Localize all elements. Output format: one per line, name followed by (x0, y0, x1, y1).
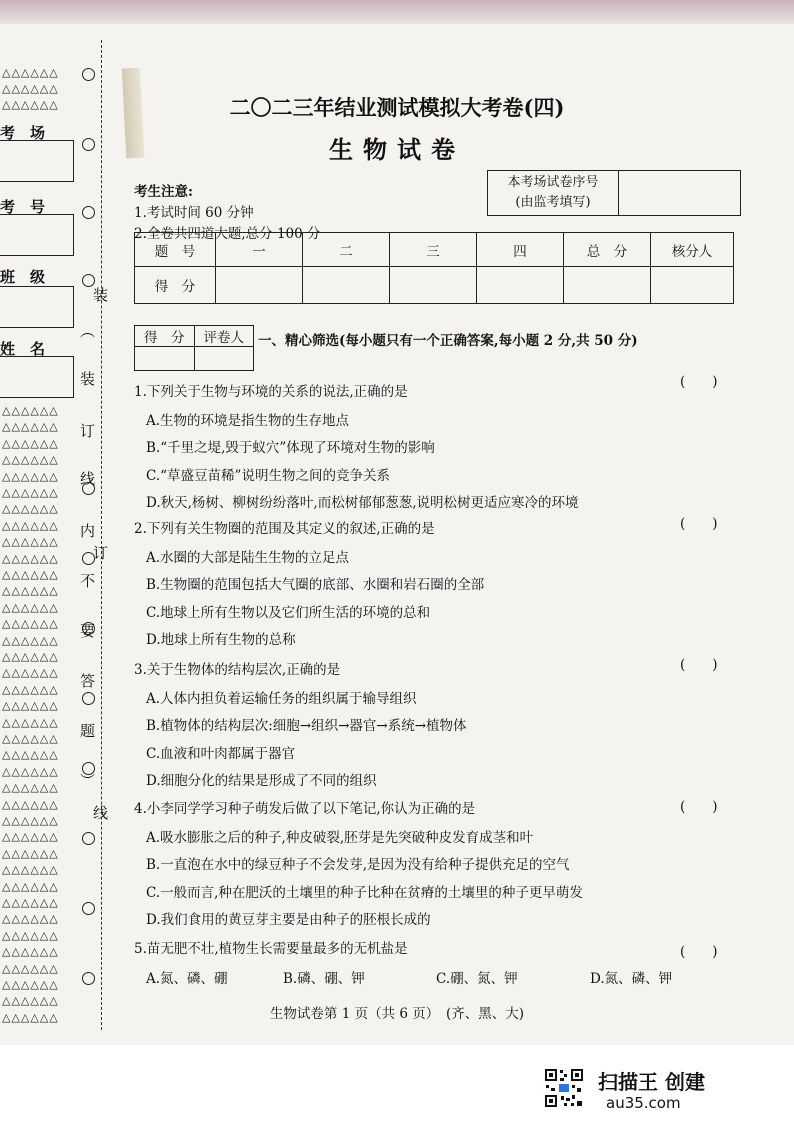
triangle-row: △△△△△△ (2, 1010, 59, 1024)
question-stem: 2.下列有关生物圈的范围及其定义的叙述,正确的是 (134, 521, 435, 537)
answer-blank[interactable]: ( ) (680, 944, 718, 960)
score-row-label: 得 分 (135, 267, 216, 304)
exam-subtitle: 生物试卷 (329, 135, 465, 164)
seq-box-value[interactable] (619, 171, 741, 216)
score-header: 核分人 (651, 233, 734, 267)
binding-hole (82, 902, 95, 915)
answer-blank[interactable]: ( ) (680, 799, 718, 815)
score-table (134, 232, 734, 304)
triangle-row: △△△△△△ (2, 879, 59, 893)
binding-hole (82, 68, 95, 81)
exam-title: 二〇二三年结业测试模拟大考卷(四) (229, 95, 565, 120)
answer-option[interactable]: D.氮、磷、钾 (590, 970, 673, 987)
answer-option[interactable]: A.人体内担负着运输任务的组织属于输导组织 (146, 690, 417, 707)
triangle-row: △△△△△△ (2, 551, 59, 565)
binding-hole (82, 206, 95, 219)
triangle-row: △△△△△△ (2, 863, 59, 877)
exam-number-field[interactable] (0, 214, 74, 256)
binding-char: 不 (80, 572, 96, 590)
qr-code-icon (544, 1068, 584, 1108)
triangle-row: △△△△△△ (2, 945, 59, 959)
binding-char: 订 (93, 544, 109, 562)
score-cell[interactable] (216, 267, 303, 304)
score-header: 四 (477, 233, 564, 267)
triangle-row: △△△△△△ (2, 584, 59, 598)
exam-number-label: 考 号 (0, 198, 46, 216)
triangle-row: △△△△△△ (2, 633, 59, 647)
triangle-row: △△△△△△ (2, 98, 59, 111)
score-cell[interactable] (477, 267, 564, 304)
question-stem: 5.苗无肥不壮,植物生长需要量最多的无机盐是 (134, 941, 408, 957)
answer-option[interactable]: D.地球上所有生物的总称 (146, 632, 296, 648)
section-score-header: 评卷人 (194, 326, 254, 347)
binding-char: 线 (80, 470, 96, 488)
answer-option[interactable]: D.细胞分化的结果是形成了不同的组织 (146, 773, 377, 789)
triangle-row: △△△△△△ (2, 978, 59, 991)
notice-item: 1.考试时间 60 分钟 (134, 205, 254, 221)
binding-hole (82, 832, 95, 845)
notice-heading: 考生注意: (134, 184, 193, 200)
triangle-row: △△△△△△ (2, 453, 59, 467)
triangle-row: △△△△△△ (2, 82, 59, 95)
triangle-row: △△△△△△ (2, 781, 59, 795)
binding-char: 装 (80, 370, 96, 388)
triangle-row: △△△△△△ (2, 961, 59, 975)
score-header: 题 号 (135, 233, 216, 267)
binding-hole (82, 692, 95, 705)
section-score-header: 得 分 (135, 326, 195, 347)
answer-option[interactable]: D.我们食用的黄豆芽主要是由种子的胚根长成的 (146, 912, 431, 928)
name-label: 姓 名 (0, 340, 46, 358)
triangle-row: △△△△△△ (2, 666, 59, 680)
answer-option[interactable]: B.磷、硼、钾 (283, 970, 365, 987)
class-field[interactable] (0, 286, 74, 328)
triangle-row: △△△△△△ (2, 600, 59, 614)
answer-option[interactable]: B.生物圈的范围包括大气圈的底部、水圈和岩石圈的全部 (146, 577, 485, 593)
binding-char: ︵ (80, 322, 96, 340)
question-stem: 4.小李同学学习种子萌发后做了以下笔记,你认为正确的是 (134, 801, 476, 817)
seq-box-line1: 本考场试卷序号 (507, 175, 599, 190)
binding-char: 订 (80, 422, 96, 440)
answer-option[interactable]: A.吸水膨胀之后的种子,种皮破裂,胚芽是先突破种皮发育成茎和叶 (146, 829, 534, 846)
answer-option[interactable]: C.硼、氮、钾 (436, 970, 518, 987)
triangle-row: △△△△△△ (2, 699, 59, 713)
answer-blank[interactable]: ( ) (680, 516, 718, 532)
answer-option[interactable]: B.植物体的结构层次:细胞→组织→器官→系统→植物体 (146, 718, 467, 734)
answer-option[interactable]: A.氮、磷、硼 (146, 970, 228, 987)
answer-option[interactable]: C.地球上所有生物以及它们所生活的环境的总和 (146, 604, 431, 621)
triangle-row: △△△△△△ (2, 502, 59, 516)
triangle-row: △△△△△△ (2, 846, 59, 860)
name-field[interactable] (0, 356, 74, 398)
class-label: 班 级 (0, 268, 46, 286)
triangle-row: △△△△△△ (2, 896, 59, 909)
triangle-row: △△△△△△ (2, 535, 59, 549)
answer-option[interactable]: C.血液和叶肉都属于器官 (146, 745, 296, 762)
triangle-row: △△△△△△ (2, 469, 59, 483)
watermark-site: au35.com (606, 1094, 681, 1112)
score-cell[interactable] (564, 267, 651, 304)
score-header: 一 (216, 233, 303, 267)
section-title: 一、精心筛选(每小题只有一个正确答案,每小题 2 分,共 50 分) (258, 333, 638, 349)
triangle-row: △△△△△△ (2, 486, 59, 499)
triangle-row: △△△△△△ (2, 518, 59, 532)
score-header: 总 分 (564, 233, 651, 267)
triangle-row: △△△△△△ (2, 436, 59, 450)
exam-room-label: 考 场 (0, 124, 46, 142)
section-score-box (134, 325, 254, 371)
answer-option[interactable]: A.水圈的大部是陆生生物的立足点 (146, 549, 350, 566)
section-score-cell[interactable] (135, 347, 195, 371)
triangle-row: △△△△△△ (2, 797, 59, 811)
triangle-row: △△△△△△ (2, 650, 59, 663)
answer-option[interactable]: B.一直泡在水中的绿豆种子不会发芽,是因为没有给种子提供充足的空气 (146, 857, 570, 873)
page-footer: 生物试卷第 1 页（共 6 页） (齐、黑、大) (269, 1006, 525, 1022)
scan-edge (0, 0, 794, 24)
score-cell[interactable] (303, 267, 390, 304)
section-score-cell[interactable] (194, 347, 254, 371)
score-cell[interactable] (390, 267, 477, 304)
answer-option[interactable]: B.“千里之堤,毁于蚁穴”体现了环境对生物的影响 (146, 440, 435, 456)
triangle-row: △△△△△△ (2, 912, 59, 926)
seq-box-line2: (由监考填写) (515, 195, 591, 210)
question-stem: 3.关于生物体的结构层次,正确的是 (134, 662, 341, 678)
binding-char: 答 (80, 672, 96, 690)
triangle-row: △△△△△△ (2, 404, 59, 417)
triangle-row: △△△△△△ (2, 732, 59, 745)
answer-blank[interactable]: ( ) (680, 657, 718, 673)
binding-char: ︶ (80, 772, 96, 790)
triangle-row: △△△△△△ (2, 928, 59, 942)
binding-char: 要 (80, 622, 96, 640)
answer-option[interactable]: C.一般而言,种在肥沃的土壤里的种子比种在贫瘠的土壤里的种子更早萌发 (146, 884, 583, 901)
triangle-row: △△△△△△ (2, 830, 59, 844)
binding-line (101, 40, 102, 1030)
triangle-row: △△△△△△ (2, 715, 59, 729)
answer-option[interactable]: A.生物的环境是指生物的生存地点 (146, 412, 350, 429)
watermark-brand: 扫描王 创建 (598, 1070, 705, 1094)
triangle-row: △△△△△△ (2, 66, 59, 79)
score-header: 三 (390, 233, 477, 267)
binding-char: 装 (93, 286, 109, 304)
triangle-row: △△△△△△ (2, 682, 59, 696)
score-cell[interactable] (651, 267, 734, 304)
triangle-row: △△△△△△ (2, 568, 59, 581)
triangle-row: △△△△△△ (2, 748, 59, 762)
triangle-row: △△△△△△ (2, 814, 59, 827)
seq-box (487, 170, 741, 216)
answer-blank[interactable]: ( ) (680, 374, 718, 390)
binding-char: 题 (80, 722, 96, 740)
triangle-row: △△△△△△ (2, 994, 59, 1008)
binding-char: 线 (93, 804, 109, 822)
triangle-row: △△△△△△ (2, 617, 59, 631)
question-stem: 1.下列关于生物与环境的关系的说法,正确的是 (134, 384, 408, 400)
answer-option[interactable]: C.“草盛豆苗稀”说明生物之间的竞争关系 (146, 467, 390, 484)
triangle-row: △△△△△△ (2, 420, 59, 434)
score-header: 二 (303, 233, 390, 267)
answer-option[interactable]: D.秋天,杨树、柳树纷纷落叶,而松树郁郁葱葱,说明松树更适应寒冷的环境 (146, 495, 579, 511)
notice-item: 2.全卷共四道大题,总分 100 分 (134, 226, 321, 242)
binding-char: 内 (80, 522, 96, 540)
binding-hole (82, 972, 95, 985)
triangle-row: △△△△△△ (2, 764, 59, 778)
